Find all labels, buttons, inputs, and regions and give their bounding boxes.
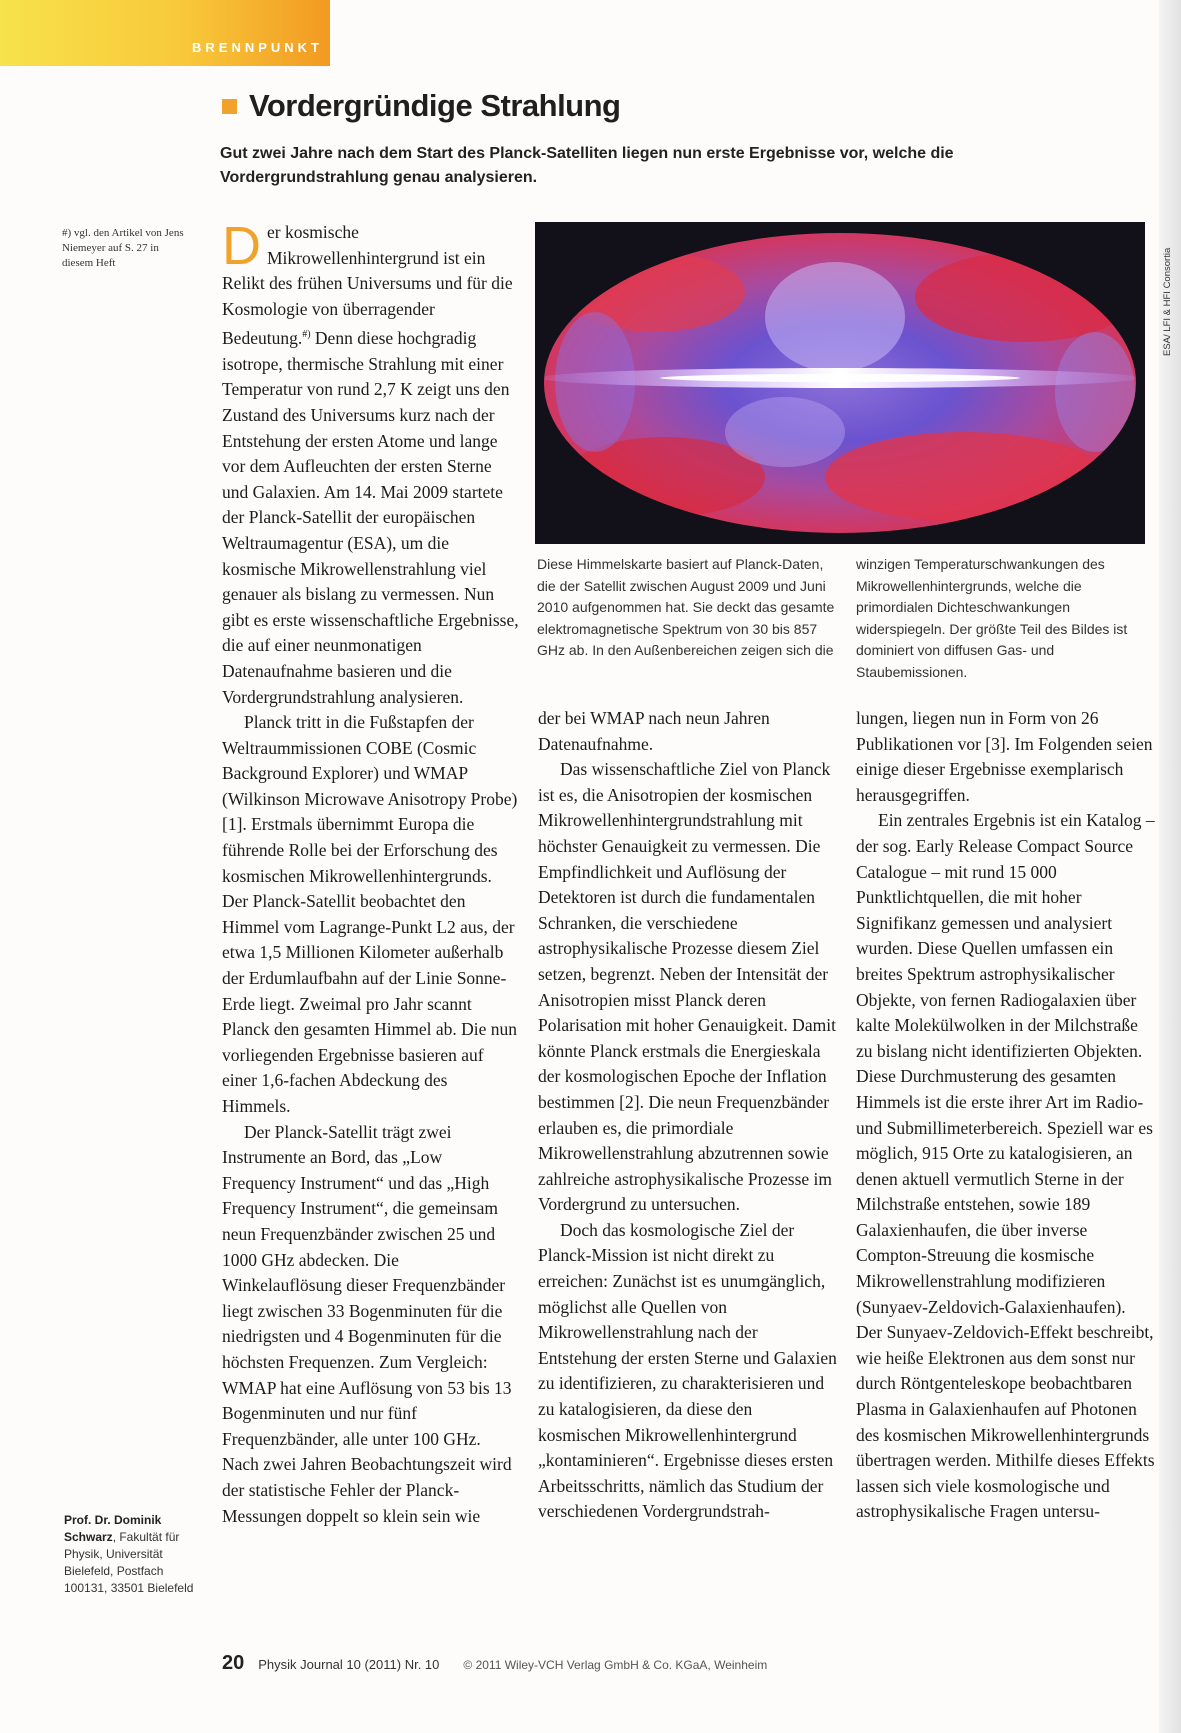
article-title: Vordergründige Strahlung [249, 88, 621, 123]
figure-caption-part2: winzigen Temperaturschwankungen des Mikrowellenhintergrunds, welche die primordialen Dichteschwankungen widerspiegeln. Der größte Teil des Bildes ist dominiert von diffusen Gas- und Staubemissionen. [856, 556, 1128, 680]
dropcap: D [222, 216, 261, 276]
section-label: BRENNPUNKT [192, 40, 323, 55]
sidenote: #) vgl. den Artikel von Jens Niemeyer auf S. 27 in diesem Heft [62, 227, 184, 269]
paragraph: Planck tritt in die Fußstapfen der Weltraummissionen COBE (Cosmic Background Explorer) und WMAP (Wilkinson Microwave Anisotropy Probe) [1]. Erstmals übernimmt Europa die führende Rolle bei der Erforschung des kosmischen Mikrowellenhintergrunds. Der Planck-Satellit beobachtet den Himmel vom Lagrange-Punkt L2 aus, der etwa 1,5 Millionen Kilometer außerhalb der Erdumlaufbahn auf der Linie Sonne-Erde liegt. Zweimal pro Jahr scannt Planck den gesamten Himmel ab. Die nun vorliegenden Ergebnisse basieren auf einer 1,6-fachen Abdeckung des Himmels. [222, 712, 518, 1117]
planck-sky-map [535, 222, 1145, 544]
paragraph: Der Planck-Satellit trägt zwei Instrumente an Bord, das „Low Frequency Instrument“ und das „High Frequency Instrument“, die gemeinsam neun Frequenzbänder zwischen 25 und 1000 GHz abdecken. Die Winkelauflösung dieser Frequenzbänder liegt zwischen 33 Bogenminuten für die niedrigsten und 4 Bogenminuten für die höchsten Frequenzen. Zum Vergleich: WMAP hat eine Auflösung von 53 bis 13 Bogenminuten und nur fünf Frequenzbänder, alle unter 100 GHz. Nach zwei Jahren Beobachtungszeit wird der statistische Fehler der Planck-Messungen doppelt so klein sein wie [222, 1121, 512, 1526]
figure-caption-part1: Diese Himmelskarte basiert auf Planck-Daten, die der Satellit zwischen August 2009 und Juni 2010 aufgenommen hat. Sie deckt das gesamte elektromagnetische Spektrum von 30 bis 857 GHz ab. In den Außenbereichen zeigen sich die [537, 556, 835, 658]
paragraph [222, 216, 520, 710]
text-column-3 [856, 706, 1156, 1525]
page-footer [222, 1652, 767, 1675]
author-affiliation: , Fakultät für Physik, Universität Bielefeld, Postfach 100131, 33501 Bielefeld [64, 1530, 194, 1595]
paragraph: der bei WMAP nach neun Jahren Datenaufnahme. [538, 708, 770, 754]
journal-citation: Physik Journal 10 (2011) Nr. 10 [258, 1657, 440, 1672]
paragraph: Ein zentrales Ergebnis ist ein Katalog – der sog. Early Release Compact Source Catalogue – mit rund 15 000 Punktlichtquellen, die mit hoher Signifikanz gemessen und analysiert wurden. Diese Quellen umfassen ein breites Spektrum astrophysikalischer Objekte, von fernen Radiogalaxien über kalte Molekülwolken in der Milchstraße zu bislang nicht identifizierten Objekten. Diese Durchmusterung des gesamten Himmels ist die erste ihrer Art im Radio- und Submillimeterbereich. Speziell war es möglich, 915 Orte zu katalogisieren, an denen aktuell vermutlich Sterne in der Milchstraße entstehen, sowie 189 Galaxienhaufen, die über inverse Compton-Streuung die kosmische Mikrowellenstrahlung modifizieren (Sunyaev-Zeldovich-Galaxienhaufen). Der Sunyaev-Zeldovich-Effekt beschreibt, wie heiße Elektronen aus dem sonst nur durch Röntgenteleskope beobachtbaren Plasma in Galaxienhaufen auf Photonen des kosmischen Mikrowellenhintergrunds übertragen werden. Mithilfe dieses Effekts lassen sich viele kosmologische und astrophysikalische Fragen untersu- [856, 810, 1155, 1522]
paragraph: lungen, liegen nun in Form von 26 Publikationen vor [3]. Im Folgenden seien einige dieser Ergebnisse exemplarisch herausgegriffen. [856, 708, 1153, 805]
title-square-icon [222, 99, 237, 114]
author-info [64, 1512, 194, 1597]
paragraph-text: Denn diese hochgradig isotrope, thermische Strahlung mit einer Temperatur von rund 2,7 K zeigt uns den Zustand des Universums kurz nach der Entstehung der ersten Atome und lange vor dem Aufleuchten der ersten Sterne und Galaxien. Am 14. Mai 2009 startete der Planck-Satellit der europäischen Weltraumagentur (ESA), um die kosmische Mikrowellenstrahlung viel genauer als bislang zu vermessen. Nun gibt es erste wissenschaftliche Ergebnisse, die auf einer neunmonatigen Datenaufnahme basieren und die Vordergrundstrahlung analysieren. [222, 328, 519, 707]
section-header-bar [0, 0, 330, 66]
credit-text: ESA/ LFI & HFI Consortia [1162, 247, 1173, 356]
page-number: 20 [222, 1652, 245, 1674]
text-column-1 [222, 216, 520, 1529]
paragraph: Doch das kosmologische Ziel der Planck-Mission ist nicht direkt zu erreichen: Zunächst ist es unumgänglich, möglichst alle Quellen von Mikrowellenstrahlung nach der Entstehung der ersten Sterne und Galaxien zu identifizieren, zu charakterisieren und zu katalogisieren, da diese den kosmischen Mikrowellenhintergrund „kontaminieren“. Ergebnisse dieses ersten Arbeitsschritts, nämlich das Studium der verschiedenen Vordergrundstrah- [538, 1219, 837, 1522]
author-name: Prof. Dr. Dominik Schwarz [64, 1513, 162, 1544]
paragraph: Das wissenschaftliche Ziel von Planck ist es, die Anisotropien der kosmischen Mikrowellenhintergrundstrahlung mit höchster Genauigkeit zu vermessen. Die Empfindlichkeit und Auflösung der Detektoren ist durch die fundamentalen Schranken, die verschiedene astrophysikalische Prozesse diesem Ziel setzen, begrenzt. Neben der Intensität der Anisotropien misst Planck deren Polarisation mit hoher Genauigkeit. Damit könnte Planck erstmals die Energieskala der kosmologischen Epoche der Inflation bestimmen [2]. Die neun Frequenzbänder erlauben es, die primordiale Mikrowellenstrahlung abzutrennen sowie zahlreiche astrophysikalische Prozesse im Vordergrund zu untersuchen. [538, 759, 836, 1215]
copyright-notice: © 2011 Wiley-VCH Verlag GmbH & Co. KGaA, Weinheim [463, 1658, 768, 1672]
image-credit [1154, 226, 1173, 356]
text-column-2 [538, 706, 838, 1525]
footnote-marker: #) [302, 329, 311, 341]
title-row [222, 88, 621, 124]
paragraph-text: er kosmische Mikrowellenhintergrund ist ein Relikt des frühen Universums und für die Kosmologie von überragender Bedeutung. [222, 222, 513, 349]
article-lede: Gut zwei Jahre nach dem Start des Planck-Satelliten liegen nun erste Ergebnisse vor, welche die Vordergrundstrahlung genau analysieren. [220, 145, 954, 186]
sky-map-figure [535, 222, 1145, 544]
